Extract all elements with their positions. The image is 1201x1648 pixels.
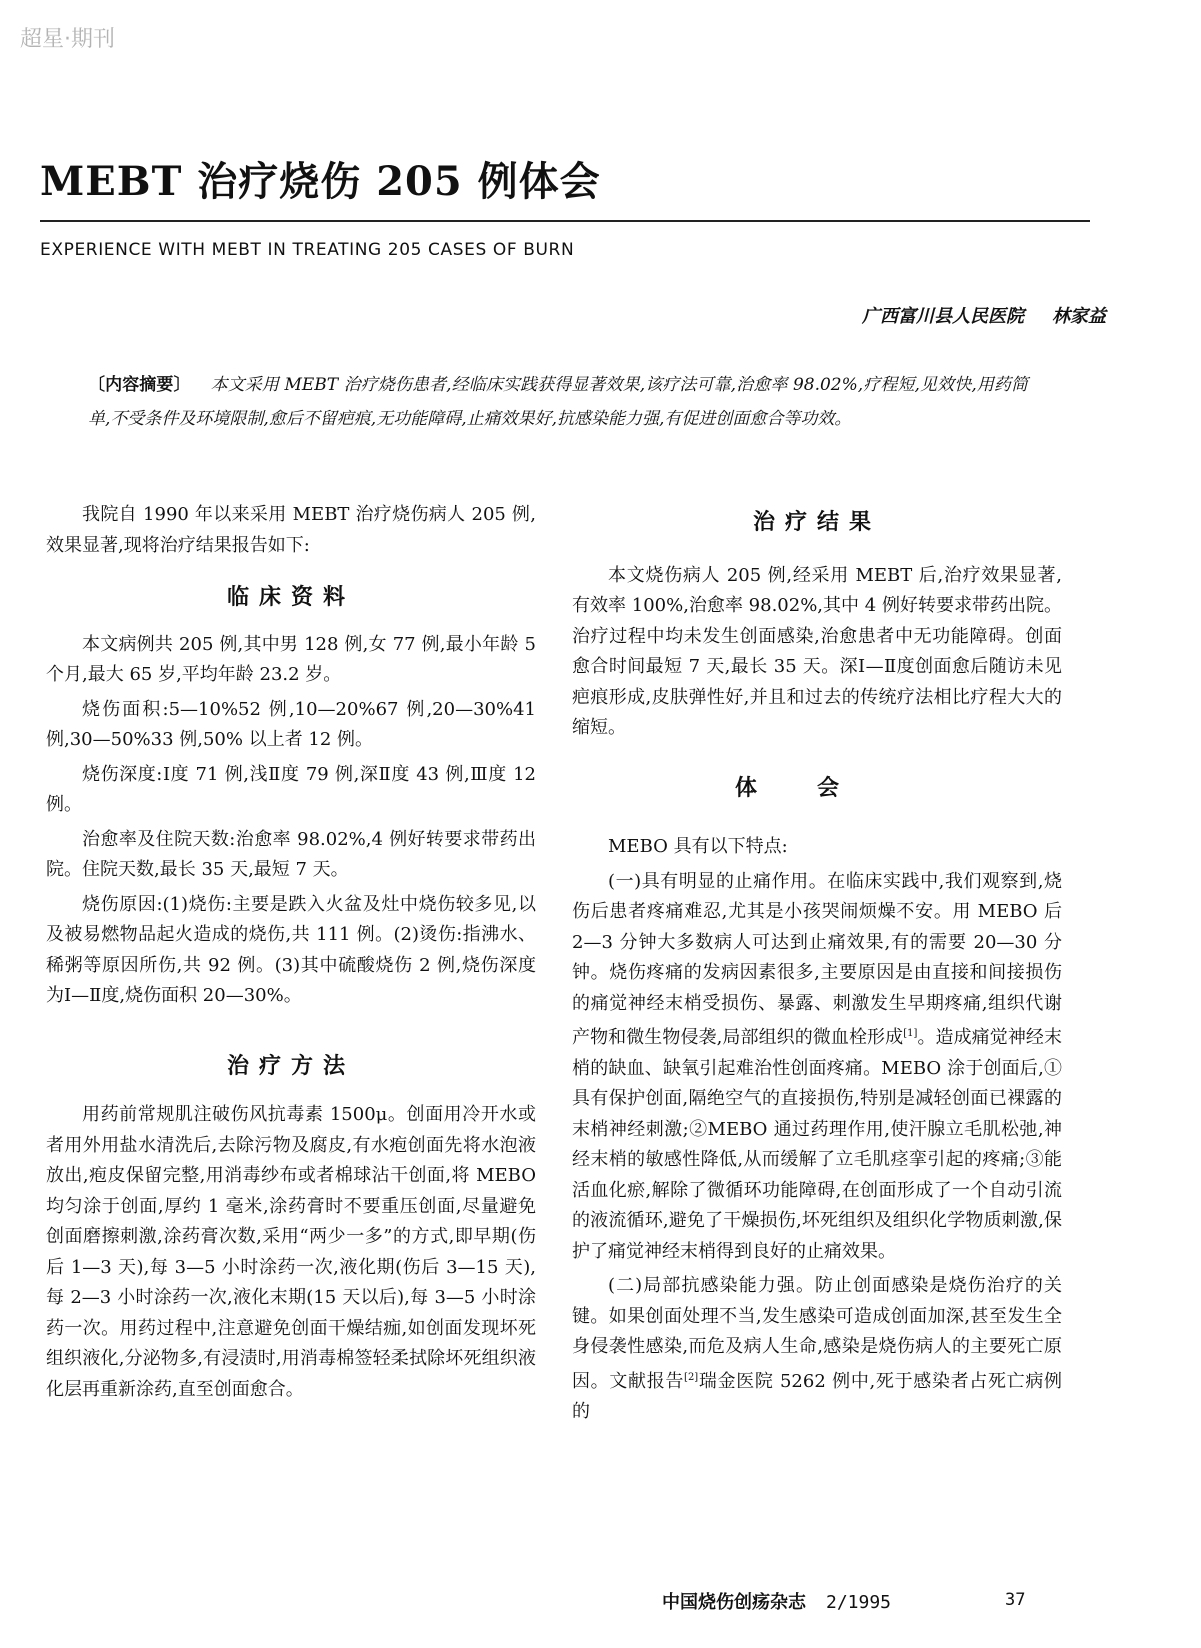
section-heading-clinical: 临床资料 <box>226 585 355 610</box>
reference-marker: [1] <box>903 1028 918 1039</box>
reference-marker: [2] <box>684 1371 699 1383</box>
results-paragraph: 本文烧伤病人 205 例,经采用 MEBT 后,治疗效果显著,有效率 100%,治愈率 98.02%,其中 4 例好转要求带药出院。治疗过程中均未发生创面感染,治愈患者中无功能障碍。创面愈合时间最短 7 天,最长 35 天。深Ⅰ—Ⅱ度创面愈后随访未见疤痕形成,皮肤弹性好,并且和过去的传统疗法相比疗程大大的缩短。 <box>572 564 1062 738</box>
clinical-paragraph: 本文病例共 205 例,其中男 128 例,女 77 例,最小年龄 5 个月,最大 65 岁,平均年龄 23.2 岁。 <box>46 633 536 685</box>
abstract-text: 本文采用 MEBT 治疗烧伤患者,经临床实践获得显著效果,该疗法可靠,治愈率 98.02%,疗程短,见效快,用药简单,不受条件及环境限制,愈后不留疤痕,无功能障碍,止痛效果好,抗感染能力强,有促进创面愈合等功效。 <box>88 375 1029 429</box>
discussion-text: (二)局部抗感染能力强。防止创面感染是烧伤治疗的关键。如果创面处理不当,发生感染可造成创面加深,甚至发生全身侵袭性感染,而危及病人生命,感染是烧伤病人的主要死亡原因。文献报告 <box>572 1275 1062 1392</box>
discussion-paragraph-1 <box>572 867 1062 1268</box>
discussion-text: (一)具有明显的止痛作用。在临床实践中,我们观察到,烧伤后患者疼痛难忍,尤其是小孩哭闹烦燥不安。用 MEBO 后 2—3 分钟大多数病人可达到止痛效果,有的需要 20—30 分钟。烧伤疼痛的发病因素很多,主要原因是由直接和间接损伤的痛觉神经末梢受损伤、暴露、刺激发生早期疼痛,组织代谢产物和微生物侵袭,局部组织的微血栓形成 <box>572 870 1062 1048</box>
abstract-tag: 〔内容摘要〕 <box>88 375 191 395</box>
page-number: 37 <box>1005 1590 1026 1610</box>
section-heading-discussion: 体会 <box>734 775 899 801</box>
intro-paragraph: 我院自 1990 年以来采用 MEBT 治疗烧伤病人 205 例,效果显著,现将治疗结果报告如下: <box>46 504 536 556</box>
clinical-paragraph: 烧伤深度:Ⅰ度 71 例,浅Ⅱ度 79 例,深Ⅱ度 43 例,Ⅲ度 12 例。 <box>46 763 536 815</box>
author-name: 林家益 <box>1052 306 1106 327</box>
english-title: EXPERIENCE WITH MEBT IN TREATING 205 CASES OF BURN <box>40 240 575 260</box>
discussion-paragraph-2 <box>572 1271 1062 1428</box>
clinical-paragraph: 治愈率及住院天数:治愈率 98.02%,4 例好转要求带药出院。住院天数,最长 35 天,最短 7 天。 <box>46 828 536 880</box>
abstract <box>88 368 1028 436</box>
left-column <box>46 500 536 1405</box>
journal-footer <box>662 1588 891 1614</box>
journal-issue: 2/1995 <box>826 1592 892 1613</box>
discussion-text: 。造成痛觉神经末梢的缺血、缺氧引起难治性创面疼痛。MEBO 涂于创面后,①具有保护创面,隔绝空气的直接损伤,特别是减轻创面已裸露的末梢神经刺激;②MEBO 通过药理作用,使汗腺立毛肌松弛,神经末梢的敏感性降低,从而缓解了立毛肌痉挛引起的疼痛;③能活血化瘀,解除了微循环功能障碍,在创面形成了一个自动引流的液流循环,避免了干燥损伤,坏死组织及组织化学物质刺激,保护了痛觉神经末梢得到良好的止痛效果。 <box>572 1027 1062 1262</box>
right-column <box>572 508 1062 1428</box>
journal-name: 中国烧伤创疡杂志 <box>662 1592 806 1613</box>
watermark: 超星·期刊 <box>20 27 115 52</box>
section-heading-results: 治疗结果 <box>752 510 881 535</box>
article-title: MEBT 治疗烧伤 205 例体会 <box>40 158 601 205</box>
author-line <box>862 302 1106 328</box>
clinical-paragraph: 烧伤原因:(1)烧伤:主要是跌入火盆及灶中烧伤较多见,以及被易燃物品起火造成的烧伤,共 111 例。(2)烫伤:指沸水、稀粥等原因所伤,共 92 例。(3)其中硫酸烧伤 2 例,烧伤深度为Ⅰ—Ⅱ度,烧伤面积 20—30%。 <box>46 893 536 1006</box>
method-paragraph: 用药前常规肌注破伤风抗毒素 1500μ。创面用冷开水或者用外用盐水清洗后,去除污物及腐皮,有水疱创面先将水泡液放出,疱皮保留完整,用消毒纱布或者棉球沾干创面,将 MEBO 均匀涂于创面,厚约 1 毫米,涂药膏时不要重压创面,尽量避免创面磨擦刺激,涂药膏次数,采用“两少一多”的方式,即早期(伤后 1—3 天),每 3—5 小时涂药一次,液化期(伤后 3—15 天),每 2—3 小时涂药一次,液化末期(15 天以后),每 3—5 小时涂药一次。用药过程中,注意避免创面干燥结痂,如创面发现坏死组织液化,分泌物多,有浸渍时,用消毒棉签轻柔拭除坏死组织液化层再重新涂药,直至创面愈合。 <box>46 1104 536 1400</box>
section-heading-method: 治疗方法 <box>226 1053 355 1079</box>
author-institution: 广西富川县人民医院 <box>862 306 1024 327</box>
title-rule <box>40 220 1090 222</box>
clinical-paragraph: 烧伤面积:5—10%52 例,10—20%67 例,20—30%41 例,30—50%33 例,50% 以上者 12 例。 <box>46 698 536 750</box>
discussion-text: 瑞金医院 5262 例中,死于感染者占死亡病例的 <box>572 1370 1062 1422</box>
discussion-lead: MEBO 具有以下特点: <box>608 836 788 857</box>
